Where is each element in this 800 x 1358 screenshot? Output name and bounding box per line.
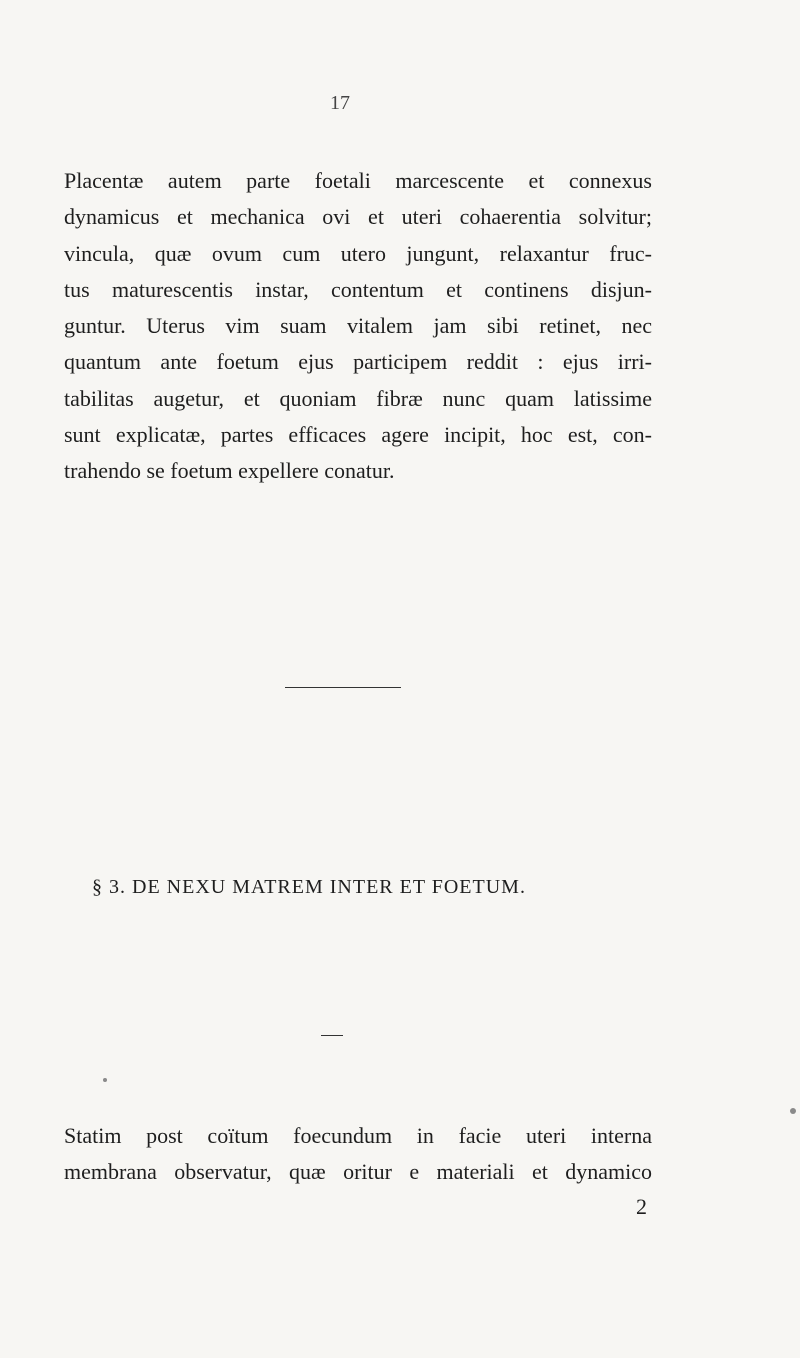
- text-line: vincula, quæ ovum cum utero jungunt, relaxantur fruc-: [64, 240, 652, 266]
- text-line: trahendo se foetum expellere conatur.: [64, 458, 395, 484]
- paper-speck: [103, 1078, 107, 1082]
- text-line: tabilitas augetur, et quoniam fibræ nunc quam latissime: [64, 385, 652, 411]
- paragraph-placenta: [64, 163, 652, 490]
- text-line: Statim post coïtum foecundum in facie uteri interna: [64, 1123, 652, 1148]
- text-line: Placentæ autem parte foetali marcescente et connexus: [64, 168, 652, 193]
- signature-mark: 2: [636, 1194, 647, 1219]
- section-divider: [285, 687, 401, 688]
- text-line: tus maturescentis instar, contentum et continens disjun-: [64, 276, 652, 302]
- heading-rule: [321, 1035, 343, 1036]
- page-number: 17: [330, 92, 350, 114]
- text-line: dynamicus et mechanica ovi et uteri cohaerentia solvitur;: [64, 204, 652, 230]
- text-line: guntur. Uterus vim suam vitalem jam sibi retinet, nec: [64, 313, 652, 339]
- text-line: membrana observatur, quæ oritur e materiali et dynamico: [64, 1159, 652, 1185]
- paper-speck: [790, 1108, 796, 1114]
- paragraph-statim: [64, 1118, 652, 1191]
- section-heading: § 3. DE NEXU MATREM INTER ET FOETUM.: [92, 876, 526, 898]
- text-line: sunt explicatæ, partes efficaces agere incipit, hoc est, con-: [64, 422, 652, 448]
- text-line: quantum ante foetum ejus participem reddit : ejus irri-: [64, 349, 652, 375]
